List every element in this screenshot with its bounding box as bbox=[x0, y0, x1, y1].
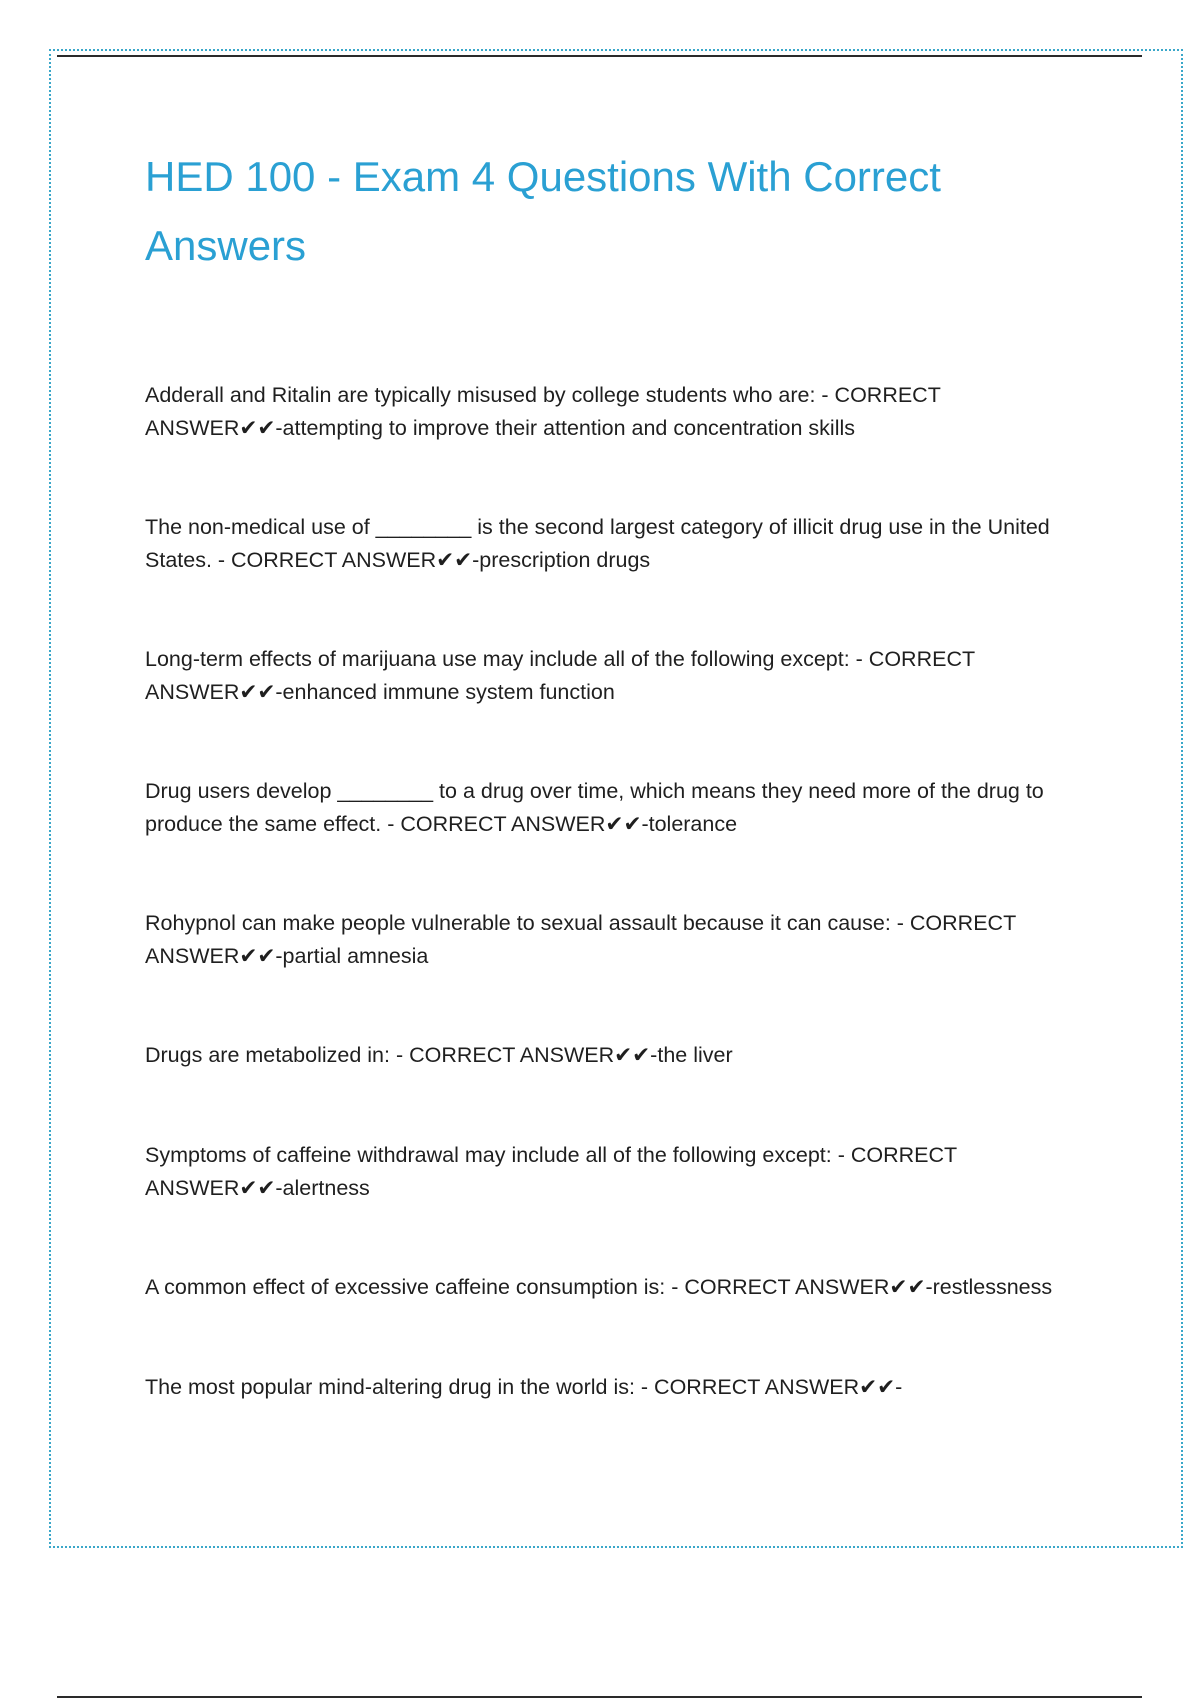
question-item: Symptoms of caffeine withdrawal may include all of the following except: - CORRECT ANSWER✔✔-alertness bbox=[145, 1143, 957, 1200]
question-item: Drug users develop ________ to a drug over time, which means they need more of the drug to produce the same effect. - CORRECT ANSWER✔✔-tolerance bbox=[145, 779, 1044, 836]
question-item: Drugs are metabolized in: - CORRECT ANSWER✔✔-the liver bbox=[145, 1043, 733, 1067]
question-list bbox=[145, 379, 1075, 1471]
question-item: A common effect of excessive caffeine consumption is: - CORRECT ANSWER✔✔-restlessness bbox=[145, 1275, 1053, 1299]
document-title: HED 100 - Exam 4 Questions With Correct Answers bbox=[145, 153, 941, 269]
question-item: Rohypnol can make people vulnerable to sexual assault because it can cause: - CORRECT ANSWER✔✔-partial amnesia bbox=[145, 911, 1016, 968]
footer-rule bbox=[57, 1696, 1142, 1698]
question-item: The most popular mind-altering drug in the world is: - CORRECT ANSWER✔✔- bbox=[145, 1375, 903, 1399]
header-rule bbox=[57, 55, 1142, 57]
question-item: Adderall and Ritalin are typically misused by college students who are: - CORRECT ANSWER✔✔-attempting to improve their attention and concentration skills bbox=[145, 383, 941, 440]
question-item: Long-term effects of marijuana use may include all of the following except: - CORRECT ANSWER✔✔-enhanced immune system function bbox=[145, 647, 975, 704]
question-item: The non-medical use of ________ is the second largest category of illicit drug use in the United States. - CORRECT ANSWER✔✔-prescription drugs bbox=[145, 515, 1050, 572]
